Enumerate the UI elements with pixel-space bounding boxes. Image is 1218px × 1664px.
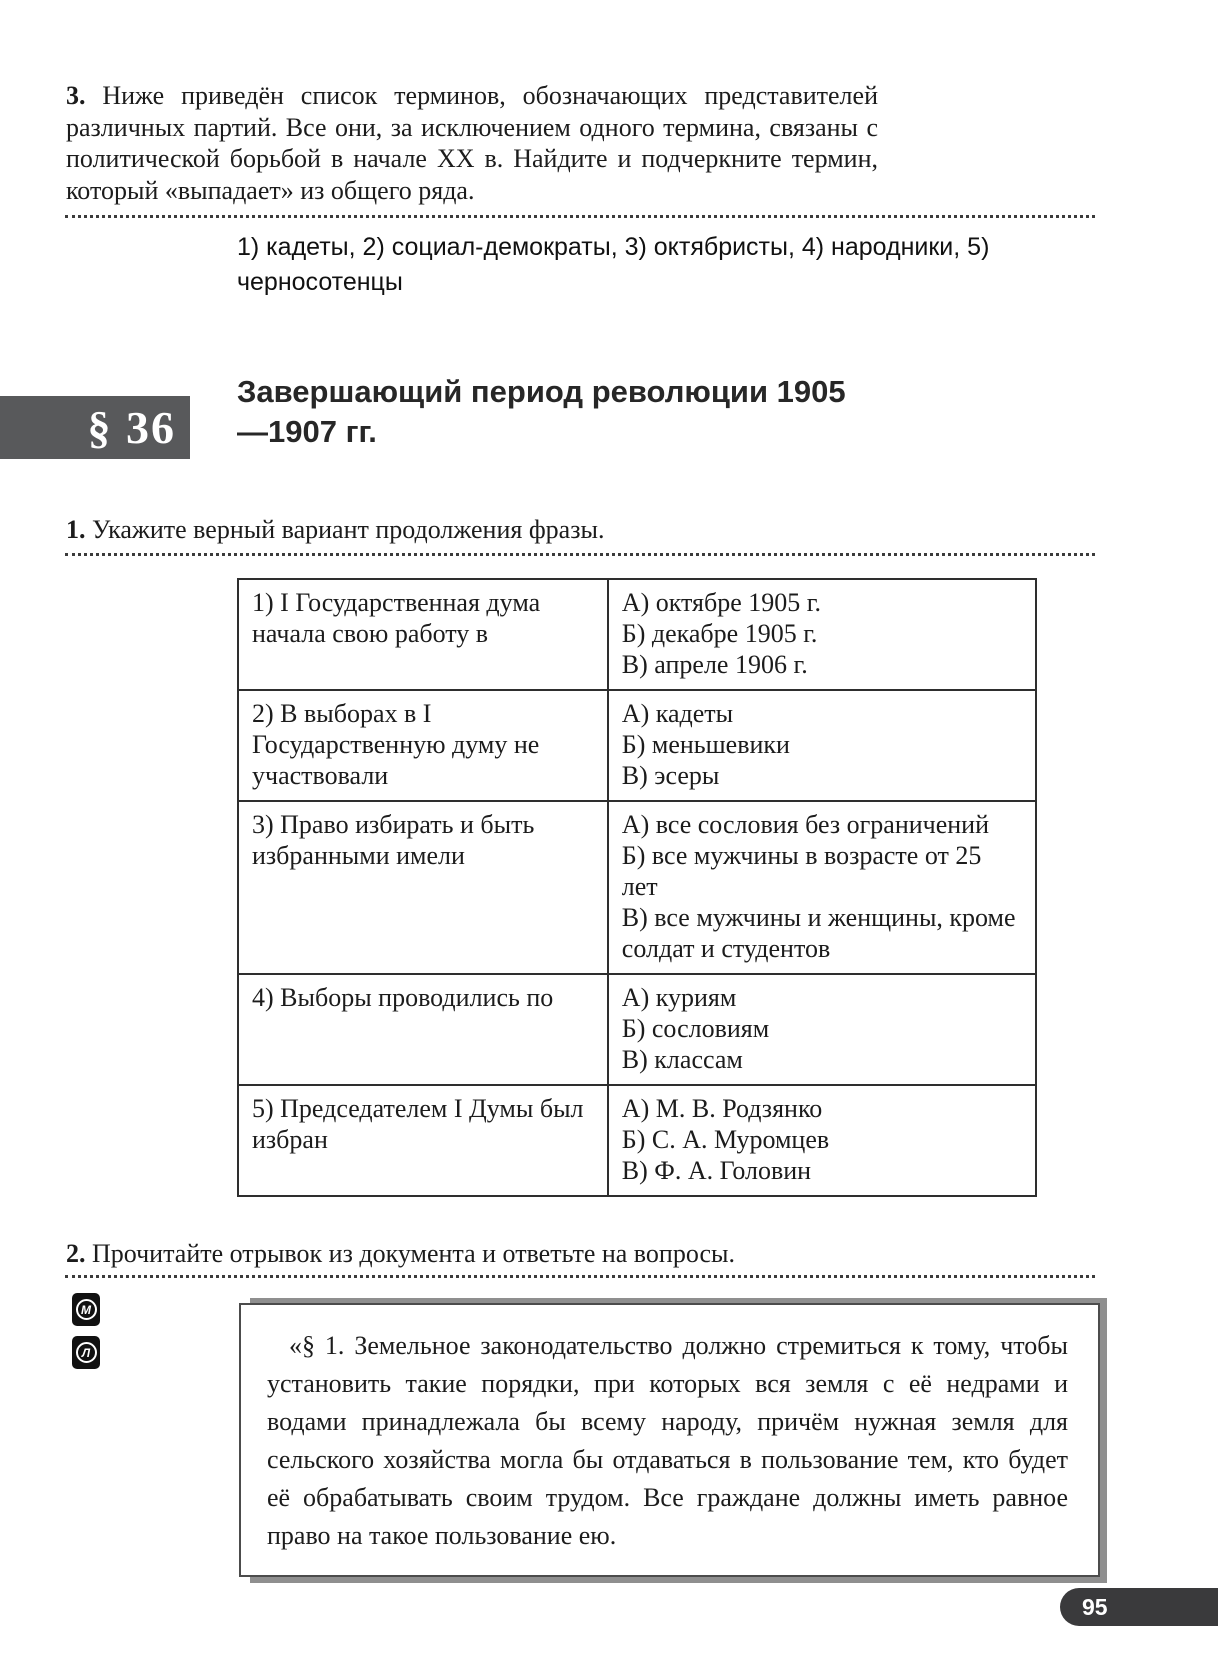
option[interactable]: В) Ф. А. Головин — [621, 1156, 812, 1185]
margin-badge-l — [72, 1336, 100, 1369]
option[interactable]: В) все мужчины и женщины, кроме солдат и студентов — [621, 903, 1016, 963]
dotted-rule-1 — [65, 215, 1095, 218]
option[interactable]: А) октябре 1905 г. — [621, 588, 821, 617]
task1-heading — [66, 514, 1066, 546]
document-quote-box — [239, 1303, 1100, 1577]
option[interactable]: А) куриям — [621, 983, 737, 1012]
table-cell-options — [608, 1085, 1036, 1196]
option[interactable]: Б) С. А. Муромцев — [621, 1125, 830, 1154]
dotted-rule-3 — [65, 1275, 1095, 1278]
section-marker: § 36 — [87, 402, 176, 453]
dotted-rule-2 — [65, 553, 1095, 556]
table-row — [238, 579, 1036, 690]
table-row — [238, 690, 1036, 801]
table-cell-options — [608, 579, 1036, 690]
option[interactable]: А) все сословия без ограничений — [621, 810, 990, 839]
option[interactable]: А) кадеты — [621, 699, 734, 728]
task2-text: Прочитайте отрывок из документа и ответьте на вопросы. — [85, 1239, 735, 1268]
task1-matching-table — [237, 578, 1037, 1197]
table-cell-question: 1) I Государственная дума начала свою работу в — [238, 579, 608, 690]
option[interactable]: А) М. В. Родзянко — [621, 1094, 823, 1123]
letter-l-icon: Л — [76, 1342, 97, 1363]
page-number-tab — [1060, 1588, 1218, 1626]
letter-m-icon: М — [76, 1299, 97, 1320]
option[interactable]: Б) декабре 1905 г. — [621, 619, 818, 648]
section-band — [0, 396, 190, 459]
table-cell-question: 4) Выборы проводились по — [238, 974, 608, 1085]
option[interactable]: Б) сословиям — [621, 1014, 770, 1043]
task2-heading — [66, 1238, 1066, 1270]
table-cell-question: 3) Право избирать и быть избранными имели — [238, 801, 608, 974]
table-row — [238, 974, 1036, 1085]
task3-text: Ниже приведён список терминов, обозначающих представителей различных партий. Все они, за исключением одного термина, связаны с политической борьбой в начале XX в. Найдите и подчеркните термин, который «выпадает» из общего ряда. — [66, 81, 878, 205]
page-number: 95 — [1082, 1593, 1108, 1620]
task1-number: 1. — [66, 515, 86, 544]
table-cell-question: 2) В выборах в I Государственную думу не участвовали — [238, 690, 608, 801]
option[interactable]: Б) все мужчины в возрасте от 25 лет — [621, 841, 982, 901]
section-title: Завершающий период революции 1905—1907 гг. — [237, 374, 846, 449]
task1-text: Укажите верный вариант продолжения фразы. — [85, 515, 605, 544]
task3-paragraph — [66, 80, 878, 206]
table-cell-options — [608, 974, 1036, 1085]
task3-answer-options[interactable]: 1) кадеты, 2) социал-демократы, 3) октябристы, 4) народники, 5) черносотенцы — [237, 233, 990, 296]
option[interactable]: В) апреле 1906 г. — [621, 650, 808, 679]
margin-badge-m — [72, 1293, 100, 1326]
option[interactable]: В) классам — [621, 1045, 743, 1074]
document-quote-text: «§ 1. Земельное законодательство должно стремиться к тому, чтобы установить такие порядки, при которых вся земля с её недрами и водами принадлежала бы всему народу, причём нужная земля для сельского хозяйства могла бы отдаваться в пользование тем, кто будет её обрабатывать своим трудом. Все граждане должны иметь равное право на такое пользование ею. — [267, 1331, 1068, 1550]
table-row — [238, 1085, 1036, 1196]
option[interactable]: Б) меньшевики — [621, 730, 790, 759]
table-row — [238, 801, 1036, 974]
task3-number: 3. — [66, 81, 86, 110]
option[interactable]: В) эсеры — [621, 761, 720, 790]
table-cell-question: 5) Председателем I Думы был избран — [238, 1085, 608, 1196]
table-cell-options — [608, 801, 1036, 974]
table-cell-options — [608, 690, 1036, 801]
task2-number: 2. — [66, 1239, 86, 1268]
